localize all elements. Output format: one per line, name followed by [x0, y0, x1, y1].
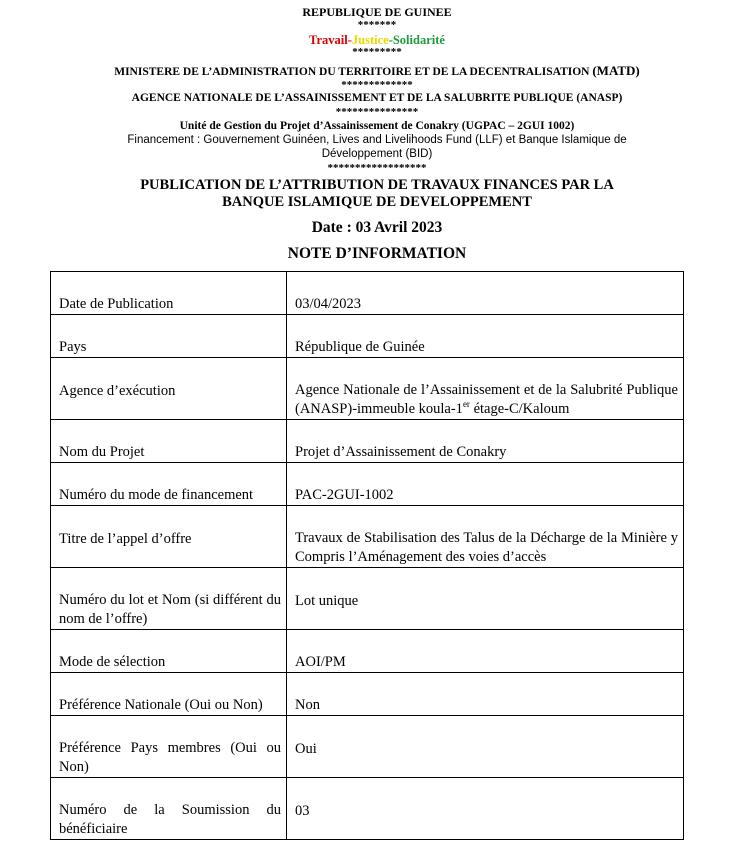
ministry-abbr: (MATD) — [592, 63, 640, 78]
table-row — [51, 272, 684, 315]
motto-dash: - — [347, 33, 352, 47]
information-table — [50, 271, 684, 840]
row-label: Numéro du mode de financement — [51, 463, 287, 506]
table-row — [51, 315, 684, 358]
republic-title: REPUBLIQUE DE GUINEE — [302, 5, 452, 19]
financing-line-1: Financement : Gouvernement Guinéen, Lives and Livelihoods Fund (LLF) et Banque Islamique de — [127, 134, 627, 146]
separator-stars: ************* — [341, 79, 413, 91]
motto-justice: Justice — [351, 33, 389, 47]
row-label: Date de Publication — [51, 272, 287, 315]
publication-title-line-2: BANQUE ISLAMIQUE DE DEVELOPPEMENT — [222, 194, 532, 210]
table-row — [51, 778, 684, 840]
row-value: Travaux de Stabilisation des Talus de la Décharge de la Minière y Compris l’Aménagement des voies d’accès — [287, 506, 684, 568]
row-value — [287, 358, 684, 420]
row-label: Numéro de la Soumission du bénéficiaire — [51, 778, 287, 840]
row-value: 03 — [287, 778, 684, 840]
ministry-name: MINISTERE DE L’ADMINISTRATION DU TERRITOIRE ET DE LA DECENTRALISATION — [114, 66, 590, 78]
table-row — [51, 358, 684, 420]
row-value: 03/04/2023 — [287, 272, 684, 315]
table-row — [51, 716, 684, 778]
publication-title-line-1: PUBLICATION DE L’ATTRIBUTION DE TRAVAUX FINANCES PAR LA — [140, 177, 614, 193]
separator-stars: ********* — [352, 46, 402, 58]
row-value: PAC-2GUI-1002 — [287, 463, 684, 506]
separator-stars: ******* — [357, 19, 397, 31]
motto-travail: Travail — [309, 33, 348, 47]
value-superscript: er — [462, 399, 470, 410]
row-value: AOI/PM — [287, 630, 684, 673]
motto-solidarite: Solidarité — [392, 33, 445, 47]
table-row — [51, 463, 684, 506]
table-row — [51, 673, 684, 716]
row-label: Agence d’exécution — [51, 358, 287, 420]
row-value: Lot unique — [287, 568, 684, 630]
table-row — [51, 506, 684, 568]
agency-title: AGENCE NATIONALE DE L’ASSAINISSEMENT ET DE LA SALUBRITE PUBLIQUE (ANASP) — [131, 92, 623, 104]
value-text: étage-C/Kaloum — [469, 401, 570, 417]
motto-dash: - — [388, 33, 393, 47]
row-value: Non — [287, 673, 684, 716]
financing-line-2: Développement (BID) — [321, 148, 433, 160]
row-label: Nom du Projet — [51, 420, 287, 463]
row-value: Projet d’Assainissement de Conakry — [287, 420, 684, 463]
row-value: Oui — [287, 716, 684, 778]
table-row — [51, 630, 684, 673]
unit-title: Unité de Gestion du Projet d’Assainissement de Conakry (UGPAC – 2GUI 1002) — [179, 120, 575, 132]
row-label: Pays — [51, 315, 287, 358]
row-label: Préférence Nationale (Oui ou Non) — [51, 673, 287, 716]
row-value: République de Guinée — [287, 315, 684, 358]
row-label: Mode de sélection — [51, 630, 287, 673]
document-date: Date : 03 Avril 2023 — [311, 219, 443, 236]
table-row — [51, 420, 684, 463]
value-text: Agence Nationale de l’Assainissement et de la Salubrité Publique (ANASP)-immeuble koula-1 — [295, 382, 678, 417]
note-title: NOTE D’INFORMATION — [287, 245, 467, 262]
separator-stars: *************** — [335, 106, 419, 118]
row-label: Numéro du lot et Nom (si différent du nom de l’offre) — [51, 568, 287, 630]
table-row — [51, 568, 684, 630]
separator-stars: ****************** — [327, 162, 427, 174]
row-label: Titre de l’appel d’offre — [51, 506, 287, 568]
ministry-title — [0, 63, 754, 79]
row-label: Préférence Pays membres (Oui ou Non) — [51, 716, 287, 778]
